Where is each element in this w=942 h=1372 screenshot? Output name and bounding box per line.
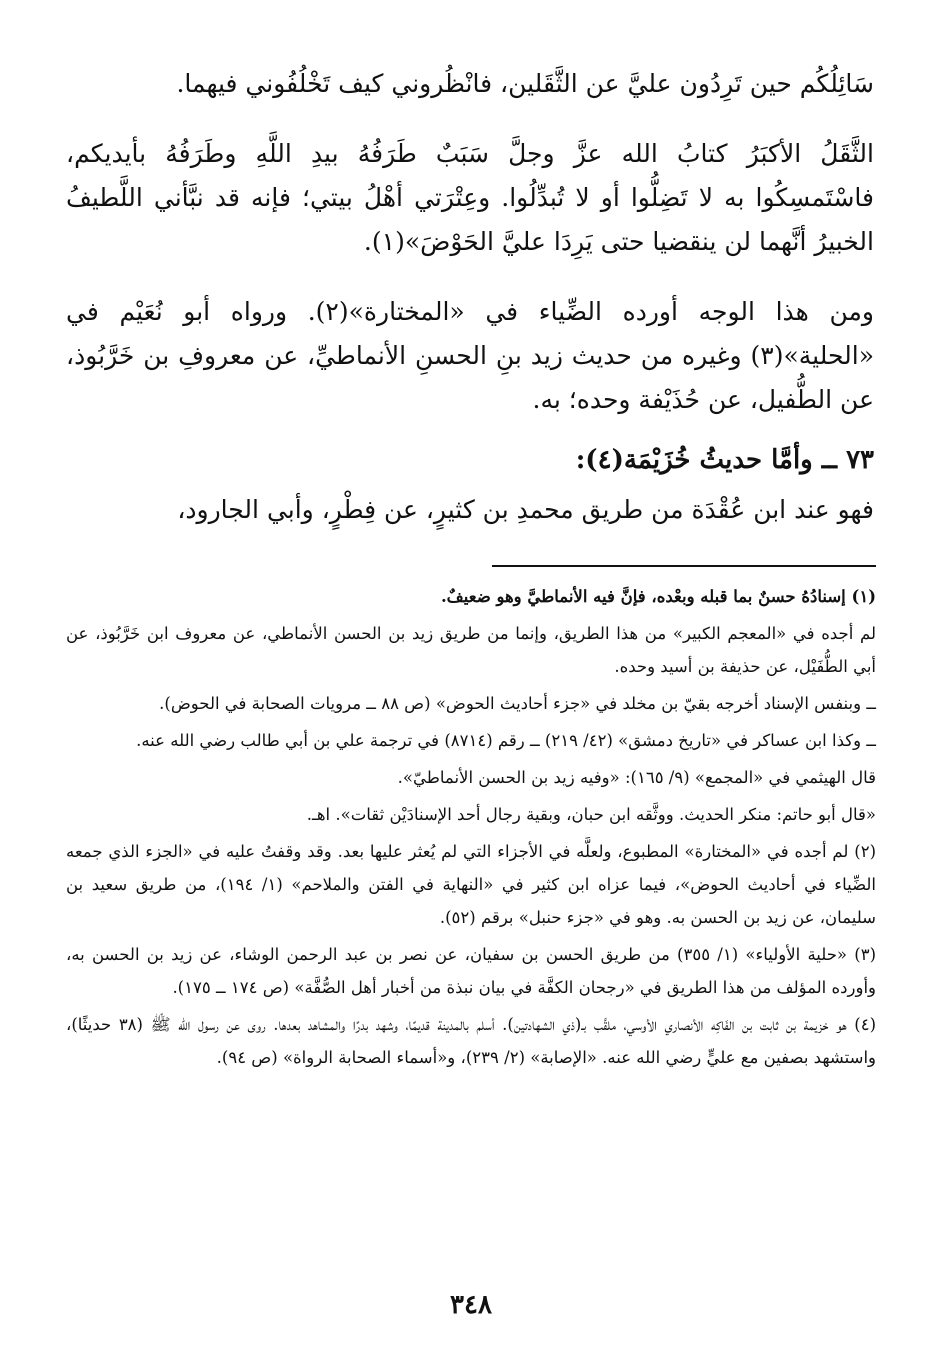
- footnote-1-detail: «قال أبو حاتم: منكر الحديث. ووثَّقه ابن حبان، وبقية رجال أحد الإسنادَيْن ثقات». اهـ.: [306, 805, 876, 824]
- paragraph-3: ومن هذا الوجه أورده الضِّياء في «المختارة»(٢). ورواه أبو نُعَيْم في «الحلية»(٣) وغيره من حديث زيد بنِ الحسنِ الأنماطيِّ، عن معروفِ بن خَرَّبُوذ، عن الطُّفيل، عن حُذَيْفة وحده؛ به.: [66, 297, 874, 414]
- footnote-separator: [492, 565, 876, 567]
- footnote-1-detail: قال الهيثمي في «المجمع» (٩/ ١٦٥): «وفيه زيد بن الحسن الأنماطيّ».: [397, 768, 876, 787]
- footnotes: [66, 580, 876, 1078]
- paragraph-1: سَائِلُكُم حين تَرِدُون عليَّ عن الثَّقَلين، فانْظُروني كيف تَخْلُفُوني فيهما.: [176, 69, 874, 98]
- footnote-3: (٣) «حلية الأولياء» (١/ ٣٥٥) من طريق الحسن بن سفيان، عن نصر بن عبد الرحمن الوشاء، عن زيد بن الحسن به، وأورده المؤلف من هذا الطريق في «رجحان الكفَّة في بيان نبذة من أخبار أهل الصُّفَّة» (ص ١٧٤ ــ ١٧٥).: [66, 945, 876, 997]
- footnote-4: (٤) هو خزيمة بن ثابت بن الفَاكِه الأنصاري الأوسي، ملقَّب بـ(ذي الشهادتين). أسلم بالمدينة قديمًا، وشهد بدرًا والمشاهد بعدها. روى عن رسول الله ﷺ (٣٨ حديثًا)، واستشهد بصفين مع عليٍّ رضي الله عنه. «الإصابة» (٢/ ٢٣٩)، و«أسماء الصحابة الرواة» (ص ٩٤).: [66, 1015, 877, 1067]
- footnote-1: (١) إسنادُهُ حسنٌ بما قبله وبعْده، فإنَّ فيه الأنماطيَّ وهو ضعيفٌ.: [440, 587, 876, 606]
- page-number: ٣٤٨: [450, 1290, 492, 1320]
- paragraph-2: الثَّقَلُ الأكبَرُ كتابُ الله عزَّ وجلَّ سَبَبٌ طَرَفُهُ بيدِ اللَّهِ وطَرَفُهُ بأيديكم، فاسْتَمسِكُوا به لا تَضِلُّوا أو لا تُبدِّلُوا. وعِتْرَتي أهْلُ بيتي؛ فإنه قد نبَّأني اللَّطيفُ الخبيرُ أنَّهما لن ينقضيا حتى يَرِدَا عليَّ الحَوْضَ»(١).: [66, 139, 874, 256]
- footnote-1-detail: ــ وكذا ابن عساكر في «تاريخ دمشق» (٤٢/ ٢١٩) ــ رقم (٨٧١٤) في ترجمة علي بن أبي طالب رضي الله عنه.: [136, 731, 876, 750]
- footnote-2: (٢) لم أجده في «المختارة» المطبوع، ولعلَّه في الأجزاء التي لم يُعثر عليها بعد. وقد وقفتُ عليه في «الجزء الذي جمعه الضِّياء في أحاديث الحوض»، فيما عزاه ابن كثير في «النهاية في الفتن والملاحم» (١/ ١٩٤)، من طريق سعيد بن سليمان، عن زيد بن الحسن به. وهو في «جزء حنبل» برقم (٥٢).: [66, 842, 876, 927]
- section-heading: ٧٣ ــ وأمَّا حديثُ خُزَيْمَة(٤):: [575, 445, 874, 475]
- footnote-1-detail: لم أجده في «المعجم الكبير» من هذا الطريق، وإنما من طريق زيد بن الحسن الأنماطي، عن معروف ابن خَرَّبُوذ، عن أبي الطُّفَيْل، عن حذيفة بن أسيد وحده.: [66, 624, 876, 676]
- main-text: [66, 62, 874, 532]
- paragraph-4: فهو عند ابن عُقْدَة من طريق محمدِ بن كثيرٍ، عن فِطْرٍ، وأبي الجارود،: [177, 495, 874, 524]
- footnote-1-detail: ــ وبنفس الإسناد أخرجه بقيّ بن مخلد في «جزء أحاديث الحوض» (ص ٨٨ ــ مرويات الصحابة في الحوض).: [159, 694, 876, 713]
